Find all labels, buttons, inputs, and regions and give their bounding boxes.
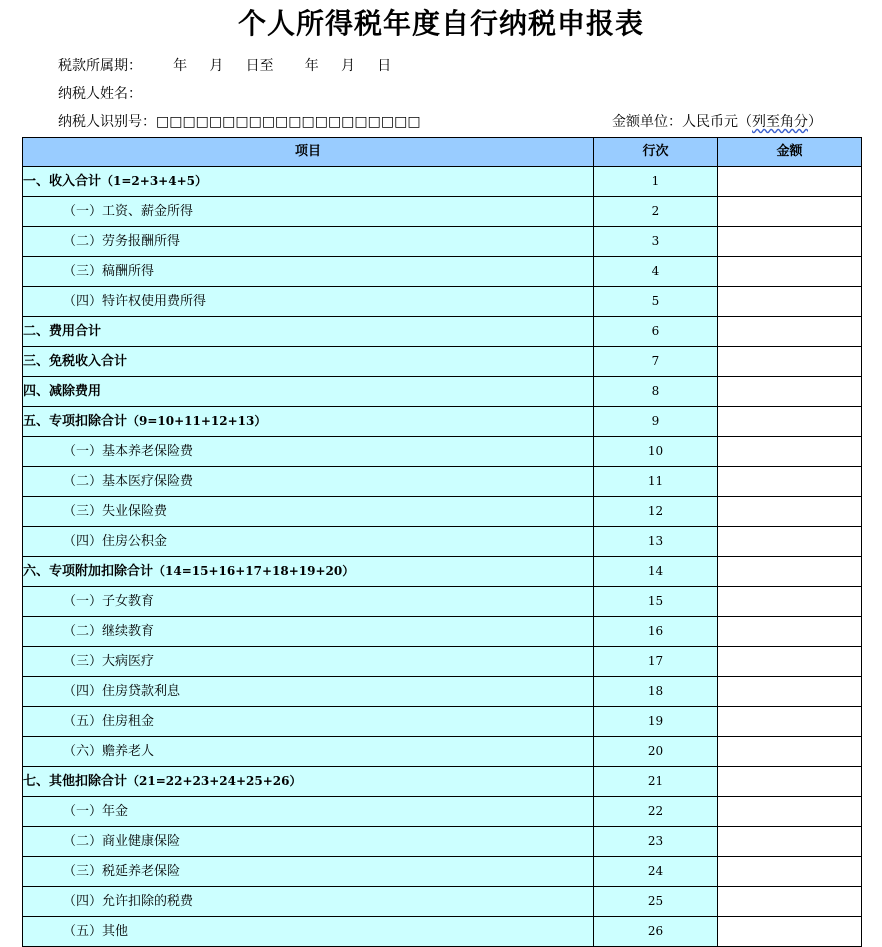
- row-item-label: [23, 227, 594, 257]
- table-row: [23, 587, 862, 617]
- row-line-number: 4: [594, 257, 718, 287]
- item-label-text: （一）基本养老保险费: [63, 444, 194, 459]
- row-line-number: 18: [594, 677, 718, 707]
- amount-unit-note: [612, 112, 822, 132]
- item-formula: （9=10+11+12+13）: [127, 414, 267, 428]
- table-row: [23, 197, 862, 227]
- row-amount-cell[interactable]: [718, 617, 862, 647]
- row-amount-cell[interactable]: [718, 497, 862, 527]
- row-item-label: [23, 197, 594, 227]
- row-item-label: [23, 347, 594, 377]
- row-line-number: 19: [594, 707, 718, 737]
- table-row: [23, 527, 862, 557]
- row-line-number: 5: [594, 287, 718, 317]
- row-amount-cell[interactable]: [718, 467, 862, 497]
- table-row: [23, 917, 862, 947]
- item-label-text: （五）住房租金: [63, 714, 155, 729]
- item-label-text: （二）继续教育: [63, 624, 155, 639]
- row-line-number: 25: [594, 887, 718, 917]
- row-item-label: [23, 887, 594, 917]
- row-item-label: [23, 797, 594, 827]
- row-item-label: [23, 677, 594, 707]
- item-formula: （1=2+3+4+5）: [101, 174, 207, 188]
- row-line-number: 22: [594, 797, 718, 827]
- row-amount-cell[interactable]: [718, 437, 862, 467]
- taxpayer-name-line: 纳税人姓名：: [58, 86, 142, 102]
- row-line-number: 2: [594, 197, 718, 227]
- row-line-number: 21: [594, 767, 718, 797]
- item-label-text: 四、减除费用: [23, 384, 102, 399]
- row-line-number: 6: [594, 317, 718, 347]
- row-item-label: [23, 767, 594, 797]
- row-amount-cell[interactable]: [718, 197, 862, 227]
- row-amount-cell[interactable]: [718, 377, 862, 407]
- amount-unit-suffix: ）: [808, 114, 822, 130]
- row-line-number: 15: [594, 587, 718, 617]
- row-line-number: 12: [594, 497, 718, 527]
- row-line-number: 3: [594, 227, 718, 257]
- item-label-text: 六、专项附加扣除合计: [23, 564, 154, 579]
- table-row: [23, 767, 862, 797]
- row-amount-cell[interactable]: [718, 737, 862, 767]
- item-label-text: 五、专项扣除合计: [23, 414, 128, 429]
- item-label-text: 七、其他扣除合计: [23, 774, 128, 789]
- table-row: [23, 707, 862, 737]
- table-row: [23, 557, 862, 587]
- row-item-label: [23, 707, 594, 737]
- row-line-number: 13: [594, 527, 718, 557]
- item-label-text: （一）子女教育: [63, 594, 155, 609]
- item-label-text: （三）大病医疗: [63, 654, 155, 669]
- row-line-number: 20: [594, 737, 718, 767]
- row-line-number: 17: [594, 647, 718, 677]
- table-row: [23, 407, 862, 437]
- row-amount-cell[interactable]: [718, 167, 862, 197]
- table-header-row: [23, 138, 862, 167]
- row-item-label: [23, 167, 594, 197]
- row-item-label: [23, 497, 594, 527]
- row-amount-cell[interactable]: [718, 677, 862, 707]
- row-amount-cell[interactable]: [718, 857, 862, 887]
- row-line-number: 1: [594, 167, 718, 197]
- row-item-label: [23, 827, 594, 857]
- row-item-label: [23, 317, 594, 347]
- row-line-number: 8: [594, 377, 718, 407]
- row-item-label: [23, 647, 594, 677]
- header-line-number: 行次: [594, 138, 718, 167]
- row-item-label: [23, 617, 594, 647]
- table-row: [23, 647, 862, 677]
- item-formula: （21=22+23+24+25+26）: [127, 774, 302, 788]
- item-label-text: （一）年金: [63, 804, 129, 819]
- table-row: [23, 737, 862, 767]
- item-label-text: （四）住房贷款利息: [63, 684, 181, 699]
- row-item-label: [23, 737, 594, 767]
- item-label-text: （三）税延养老保险: [63, 864, 181, 879]
- header-amount: 金额: [718, 138, 862, 167]
- row-line-number: 24: [594, 857, 718, 887]
- row-amount-cell[interactable]: [718, 227, 862, 257]
- row-line-number: 26: [594, 917, 718, 947]
- item-label-text: （四）住房公积金: [63, 534, 168, 549]
- row-amount-cell[interactable]: [718, 587, 862, 617]
- table-row: [23, 377, 862, 407]
- header-item: 项目: [23, 138, 594, 167]
- taxpayer-id-line: 纳税人识别号：□□□□□□□□□□□□□□□□□□□□: [58, 114, 421, 130]
- row-amount-cell[interactable]: [718, 917, 862, 947]
- item-label-text: （四）允许扣除的税费: [63, 894, 194, 909]
- tax-return-table: [22, 137, 862, 947]
- amount-unit-prefix: 金额单位：人民币元（: [612, 114, 752, 130]
- item-label-text: （二）商业健康保险: [63, 834, 181, 849]
- row-item-label: [23, 377, 594, 407]
- item-label-text: （三）失业保险费: [63, 504, 168, 519]
- row-line-number: 16: [594, 617, 718, 647]
- tax-period-line: 税款所属期： 年 月 日至 年 月 日: [58, 58, 392, 74]
- table-row: [23, 257, 862, 287]
- item-label-text: 三、免税收入合计: [23, 354, 128, 369]
- table-row: [23, 617, 862, 647]
- row-amount-cell[interactable]: [718, 767, 862, 797]
- table-row: [23, 797, 862, 827]
- row-line-number: 23: [594, 827, 718, 857]
- table-row: [23, 317, 862, 347]
- table-row: [23, 467, 862, 497]
- row-line-number: 7: [594, 347, 718, 377]
- row-amount-cell[interactable]: [718, 287, 862, 317]
- item-label-text: 一、收入合计: [23, 174, 102, 189]
- amount-unit-precision: 列至角分: [752, 114, 808, 130]
- row-item-label: [23, 467, 594, 497]
- table-row: [23, 167, 862, 197]
- row-line-number: 14: [594, 557, 718, 587]
- row-amount-cell[interactable]: [718, 527, 862, 557]
- row-line-number: 10: [594, 437, 718, 467]
- item-label-text: （二）基本医疗保险费: [63, 474, 194, 489]
- row-amount-cell[interactable]: [718, 797, 862, 827]
- item-label-text: （五）其他: [63, 924, 129, 939]
- row-amount-cell[interactable]: [718, 647, 862, 677]
- row-line-number: 11: [594, 467, 718, 497]
- row-item-label: [23, 527, 594, 557]
- row-line-number: 9: [594, 407, 718, 437]
- row-amount-cell[interactable]: [718, 257, 862, 287]
- row-amount-cell[interactable]: [718, 707, 862, 737]
- table-row: [23, 887, 862, 917]
- row-item-label: [23, 557, 594, 587]
- row-item-label: [23, 407, 594, 437]
- row-amount-cell[interactable]: [718, 347, 862, 377]
- row-item-label: [23, 437, 594, 467]
- row-item-label: [23, 587, 594, 617]
- row-item-label: [23, 287, 594, 317]
- item-label-text: （六）赡养老人: [63, 744, 155, 759]
- row-item-label: [23, 257, 594, 287]
- form-title: 个人所得税年度自行纳税申报表: [237, 7, 644, 40]
- item-label-text: 二、费用合计: [23, 324, 102, 339]
- table-row: [23, 227, 862, 257]
- item-label-text: （四）特许权使用费所得: [63, 294, 207, 309]
- row-amount-cell[interactable]: [718, 557, 862, 587]
- table-row: [23, 287, 862, 317]
- row-amount-cell[interactable]: [718, 827, 862, 857]
- item-label-text: （二）劳务报酬所得: [63, 234, 181, 249]
- table-row: [23, 347, 862, 377]
- item-label-text: （一）工资、薪金所得: [63, 204, 194, 219]
- table-row: [23, 857, 862, 887]
- table-row: [23, 437, 862, 467]
- table-body: [23, 167, 862, 947]
- table-row: [23, 677, 862, 707]
- table-row: [23, 827, 862, 857]
- item-label-text: （三）稿酬所得: [63, 264, 155, 279]
- table-row: [23, 497, 862, 527]
- row-item-label: [23, 857, 594, 887]
- row-item-label: [23, 917, 594, 947]
- row-amount-cell[interactable]: [718, 407, 862, 437]
- item-formula: （14=15+16+17+18+19+20）: [153, 564, 355, 578]
- row-amount-cell[interactable]: [718, 887, 862, 917]
- row-amount-cell[interactable]: [718, 317, 862, 347]
